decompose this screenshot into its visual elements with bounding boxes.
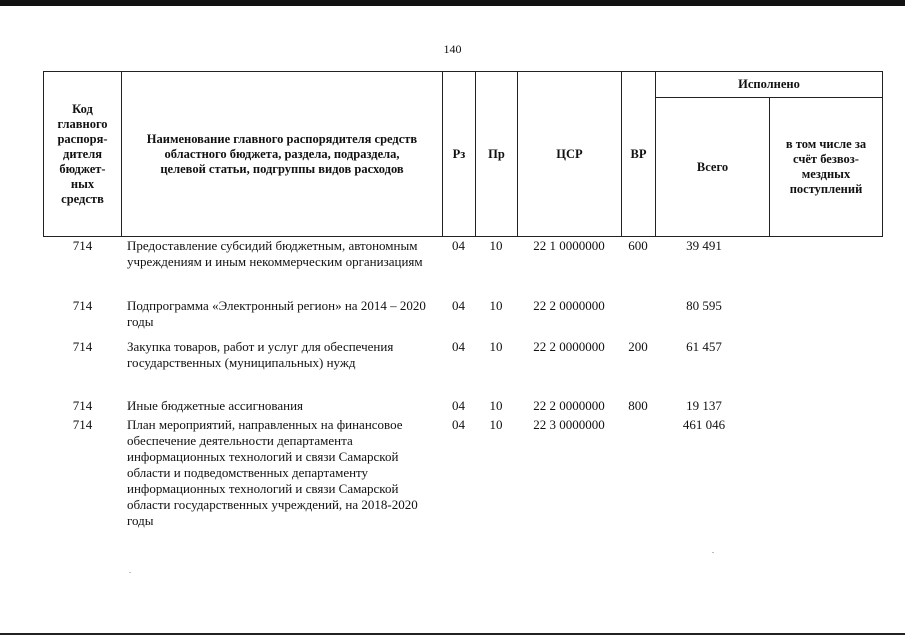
cell-total: 19 137 — [686, 398, 722, 413]
header-code-label: Код главного распоря-дителя бюджет-ных средств — [57, 101, 108, 206]
header-rz — [442, 71, 476, 237]
header-csr-label: ЦСР — [556, 146, 583, 161]
cell-total: 61 457 — [686, 339, 722, 354]
cell-csr: 22 2 0000000 — [533, 298, 605, 313]
cell-name: Иные бюджетные ассигнования — [127, 398, 304, 413]
cell-csr: 22 2 0000000 — [533, 398, 605, 413]
header-total — [655, 97, 770, 237]
cell-pr: 10 — [489, 398, 503, 413]
cell-rz: 04 — [452, 339, 465, 354]
cell-csr: 22 1 0000000 — [533, 238, 605, 253]
cell-name: Предоставление субсидий бюджетным, автономным учреждениям и иным некоммерческим организациям — [127, 238, 423, 269]
header-pr-label: Пр — [488, 146, 505, 161]
cell-rz: 04 — [452, 417, 465, 432]
cell-csr: 22 2 0000000 — [533, 339, 605, 354]
cell-total: 39 491 — [686, 238, 722, 253]
header-csr — [517, 71, 622, 237]
cell-code: 714 — [72, 238, 93, 253]
cell-vr: 800 — [628, 398, 648, 413]
header-incl-free-label: в том числе за счёт безвоз-мездных поступлений — [785, 137, 867, 196]
header-code — [43, 71, 122, 237]
scan-speck — [129, 572, 131, 573]
header-incl-free — [769, 97, 883, 237]
cell-code: 714 — [72, 417, 93, 432]
header-name — [121, 71, 443, 237]
cell-code: 714 — [72, 339, 93, 354]
scan-speck — [712, 552, 714, 553]
page-number: 140 — [443, 42, 462, 56]
header-executed — [655, 71, 883, 98]
cell-name: План мероприятий, направленных на финансовое обеспечение деятельности департамента информационных технологий и связи Самарской области и подведомственных департаменту информационных технологий и связи Самарской области государственных учреждений, на 2018-2020 годы — [127, 417, 418, 528]
cell-vr: 200 — [628, 339, 648, 354]
cell-pr: 10 — [489, 339, 503, 354]
header-rz-label: Рз — [452, 146, 466, 161]
cell-name: Закупка товаров, работ и услуг для обеспечения государственных (муниципальных) нужд — [127, 339, 394, 370]
cell-pr: 10 — [489, 417, 503, 432]
cell-vr: 600 — [628, 238, 648, 253]
header-vr-label: ВР — [630, 146, 647, 161]
cell-rz: 04 — [452, 238, 465, 253]
cell-total: 461 046 — [682, 417, 726, 432]
header-total-label: Всего — [696, 159, 729, 174]
cell-name: Подпрограмма «Электронный регион» на 2014 – 2020 годы — [127, 298, 426, 329]
cell-total: 80 595 — [686, 298, 722, 313]
header-executed-label: Исполнено — [738, 77, 800, 91]
cell-csr: 22 3 0000000 — [533, 417, 605, 432]
bottom-border — [0, 633, 905, 635]
header-vr — [621, 71, 656, 237]
header-name-label: Наименование главного распорядителя средств областного бюджета, раздела, подраздела, целевой статьи, подгруппы видов расходов — [146, 131, 418, 176]
cell-rz: 04 — [452, 398, 465, 413]
cell-pr: 10 — [489, 238, 503, 253]
cell-code: 714 — [72, 298, 93, 313]
top-border — [0, 0, 905, 6]
header-pr — [475, 71, 518, 237]
cell-pr: 10 — [489, 298, 503, 313]
cell-rz: 04 — [452, 298, 465, 313]
cell-code: 714 — [72, 398, 93, 413]
